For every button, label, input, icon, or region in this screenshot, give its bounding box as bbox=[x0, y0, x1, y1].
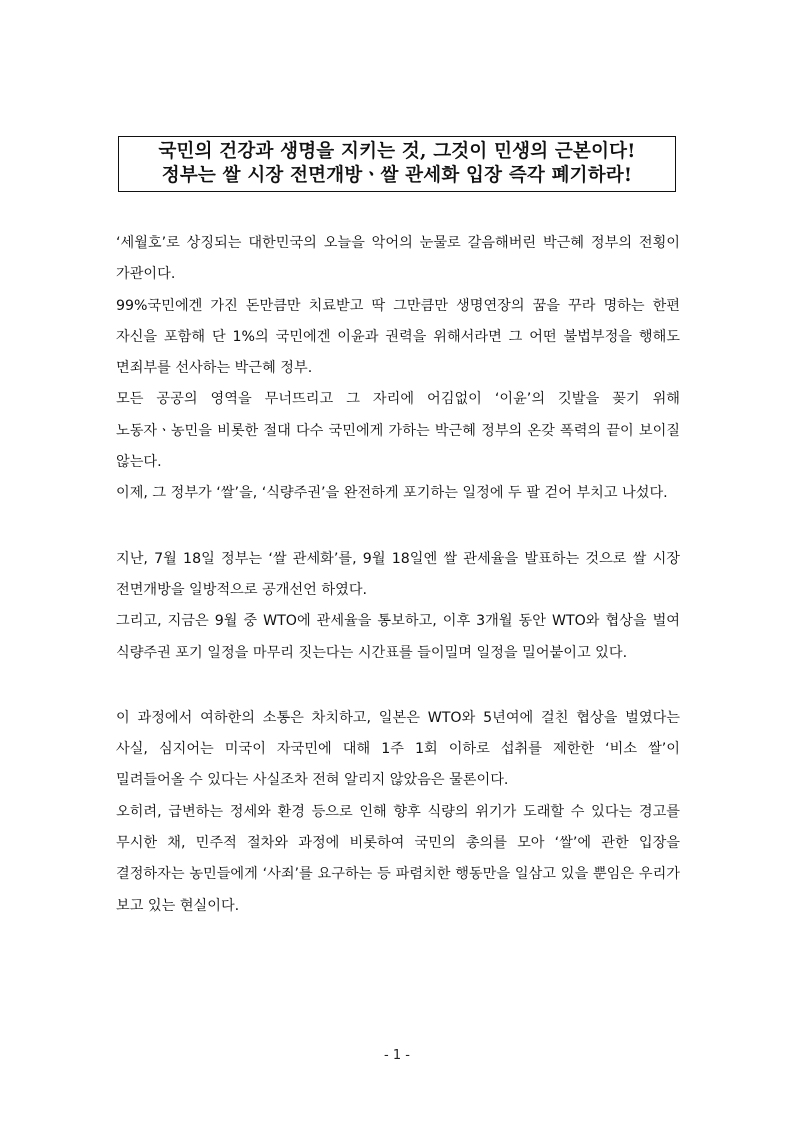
paragraph: ‘세월호’로 상징되는 대한민국의 오늘을 악어의 눈물로 갈음해버린 박근혜 정부의 전횡이 가관이다. bbox=[116, 235, 680, 283]
paragraph: 그리고, 지금은 9월 중 WTO에 관세율을 통보하고, 이후 3개월 동안 WTO와 협상을 벌여 식량주권 포기 일정을 마무리 짓는다는 시간표를 들이밀며 일정을 밀어붙이고 있다. bbox=[116, 613, 680, 661]
paragraph: 이제, 그 정부가 ‘쌀’을, ‘식량주권’을 완전하게 포기하는 일정에 두 팔 걷어 부치고 나섰다. bbox=[116, 485, 668, 502]
document-body bbox=[116, 228, 680, 922]
paragraph-gap bbox=[116, 510, 680, 544]
paragraph-gap bbox=[116, 669, 680, 703]
paragraph: 이 과정에서 여하한의 소통은 차치하고, 일본은 WTO와 5년여에 걸친 협상을 벌였다는 사실, 심지어는 미국이 자국민에 대해 1주 1회 이하로 섭취를 제한한 ‘비소 쌀’이 밀려들어올 수 있다는 사실조차 전혀 알리지 않았음은 물론이다. bbox=[116, 709, 680, 789]
page-number: - 1 - bbox=[384, 1048, 410, 1063]
paragraph: 모든 공공의 영역을 무너뜨리고 그 자리에 어김없이 ‘이윤’의 깃발을 꽂기 위해 노동자ㆍ농민을 비롯한 절대 다수 국민에게 가하는 박근혜 정부의 온갖 폭력의 끝이 보이질 않는다. bbox=[116, 391, 680, 471]
paragraph: 지난, 7월 18일 정부는 ‘쌀 관세화’를, 9월 18일엔 쌀 관세율을 발표하는 것으로 쌀 시장 전면개방을 일방적으로 공개선언 하였다. bbox=[116, 550, 680, 598]
title-line-1: 국민의 건강과 생명을 지키는 것, 그것이 민생의 근본이다! bbox=[158, 141, 636, 162]
title-box bbox=[118, 136, 676, 192]
paragraph: 99%국민에겐 가진 돈만큼만 치료받고 딱 그만큼만 생명연장의 꿈을 꾸라 명하는 한편 자신을 포함해 단 1%의 국민에겐 이윤과 권력을 위해서라면 그 어떤 불법부정을 행해도 면죄부를 선사하는 박근혜 정부. bbox=[116, 297, 680, 377]
paragraph: 오히려, 급변하는 정세와 환경 등으로 인해 향후 식량의 위기가 도래할 수 있다는 경고를 무시한 채, 민주적 절차와 과정에 비롯하여 국민의 총의를 모아 ‘쌀’에 관한 입장을 결정하자는 농민들에게 ‘사죄’를 요구하는 등 파렴치한 행동만을 일삼고 있을 뿐임은 우리가 보고 있는 현실이다. bbox=[116, 803, 680, 914]
title-line-2: 정부는 쌀 시장 전면개방ㆍ쌀 관세화 입장 즉각 폐기하라! bbox=[161, 165, 633, 186]
